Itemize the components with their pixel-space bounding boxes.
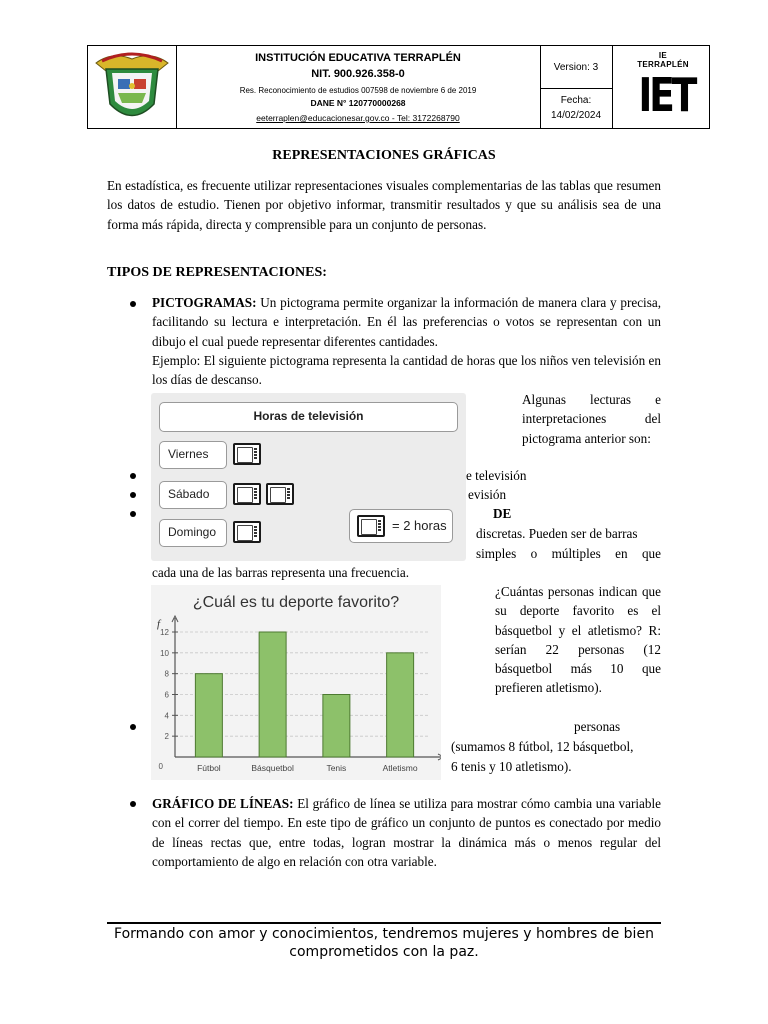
x-tick-label: Atletismo (382, 763, 418, 773)
x-tick-label: Básquetbol (251, 763, 294, 773)
bullet (130, 801, 136, 807)
bar-chart-text-tail: discretas. Pueden ser de barras (476, 526, 638, 541)
y-tick-label: 0 (158, 762, 163, 771)
document-header (87, 45, 710, 129)
tv-icon (266, 483, 294, 505)
chart-title: ¿Cuál es tu deporte favorito? (192, 594, 400, 611)
dane-code: DANE N° 120770000268 (310, 98, 406, 108)
y-axis-label: f (157, 618, 161, 630)
iet-logo: IE TERRAPLÉN IET (637, 51, 695, 122)
footer-motto: Formando con amor y conocimientos, tendremos mujeres y hombres de bien comprometidos con la paz. (114, 926, 654, 960)
bar-chart (151, 585, 441, 780)
tv-icon (357, 515, 385, 537)
bullet (130, 473, 136, 479)
institution-nit: NIT. 900.926.358-0 (311, 68, 405, 80)
pictogram-day-label: Viernes (159, 441, 227, 469)
pictogram-day-label: Sábado (159, 481, 227, 509)
bar (195, 674, 222, 757)
y-tick-label: 6 (164, 690, 169, 700)
bar-chart-heading-tail: DE (493, 506, 512, 521)
x-tick-label: Tenis (326, 763, 347, 773)
bullet (130, 724, 136, 730)
bullet (130, 301, 136, 307)
pictogram-example: Ejemplo: El siguiente pictograma representa la cantidad de horas que los niños ven televisión en los días de descanso. (152, 353, 661, 388)
date-label: Fecha: (560, 95, 592, 106)
contact-link[interactable]: eeterraplen@educacionesar.gov.co - Tel: 3172268790 (256, 113, 460, 123)
date-value: 14/02/2024 (550, 110, 602, 121)
interpretation-2-tail: evisión (468, 487, 507, 502)
tv-icon (233, 521, 261, 543)
y-tick-label: 8 (164, 669, 169, 679)
intro-paragraph: En estadística, es frecuente utilizar representaciones visuales complementarias de las tablas que resumen los datos de estudio. Tienen por objetivo informar, transmitir resultados y que su análisis sea de una forma más rápida, directa y comprensible para un conjunto de personas. (107, 178, 661, 232)
pictograms-paragraph: PICTOGRAMAS: Un pictograma permite organizar la información de manera clara y precisa, facilitando su lectura e interpretación. En él las preferencias o votos se representan con un dibujo el cual puede representar diferentes cantidades. (152, 295, 661, 349)
bullet (130, 511, 136, 517)
footer-rule (107, 922, 661, 924)
total-line: 6 tenis y 10 atletismo). (451, 759, 572, 774)
y-tick-label: 4 (164, 711, 169, 721)
institution-name: INSTITUCIÓN EDUCATIVA TERRAPLÉN (255, 52, 461, 64)
pictogram-legend: = 2 horas (349, 509, 453, 543)
tv-icon (233, 483, 261, 505)
bar-chart-question: ¿Cuántas personas indican que su deporte favorito es el básquetbol y el atletismo? R: serían 22 personas (12 básquetbol más 10 que prefieren atletismo). (495, 584, 661, 696)
bar (259, 632, 286, 757)
total-line: personas (574, 719, 621, 734)
tv-icon (233, 443, 261, 465)
pictogram-figure (151, 393, 466, 561)
bar (387, 653, 414, 757)
x-tick-label: Fútbol (197, 763, 221, 773)
y-tick-label: 2 (164, 732, 169, 742)
line-chart-paragraph: GRÁFICO DE LÍNEAS: El gráfico de línea se utiliza para mostrar cómo cambia una variable con el correr del tiempo. En este tipo de gráfico un conjunto de puntos es conectado por medio de líneas rectas que, entre todas, logran mostrar la dinámica más o menos regular del comportamiento de algo en relación con otra variable. (152, 796, 661, 869)
interpretation-1-tail: e televisión (466, 468, 527, 483)
resolution-text: Res. Reconocimiento de estudios 007598 de noviembre 6 de 2019 (239, 86, 477, 95)
bullet (130, 492, 136, 498)
version-label: Version: 3 (553, 62, 599, 73)
y-tick-label: 10 (160, 648, 169, 658)
total-line: (sumamos 8 fútbol, 12 básquetbol, (451, 739, 634, 754)
school-crest-logo (92, 49, 172, 127)
bar (323, 695, 350, 758)
bar-chart-svg (151, 585, 441, 780)
pictogram-day-label: Domingo (159, 519, 227, 547)
bar-chart-text-tail: simples o múltiples en que (476, 546, 661, 561)
types-heading: TIPOS DE REPRESENTACIONES: (107, 265, 327, 280)
pictogram-interpretations-intro: Algunas lecturas e interpretaciones del pictograma anterior son: (522, 392, 661, 446)
pictogram-title: Horas de televisión (159, 402, 458, 432)
bar-chart-text: cada una de las barras representa una frecuencia. (152, 565, 410, 580)
y-tick-label: 12 (160, 628, 169, 637)
page-title: REPRESENTACIONES GRÁFICAS (272, 148, 496, 163)
